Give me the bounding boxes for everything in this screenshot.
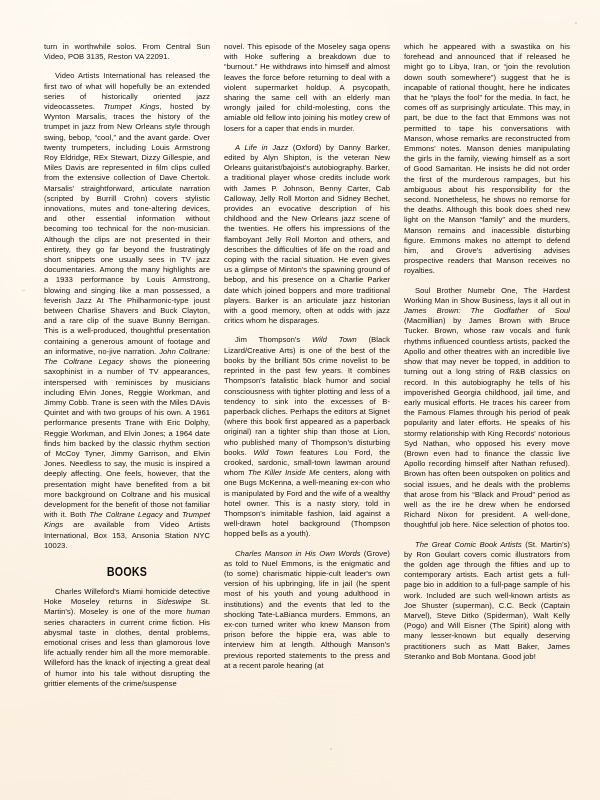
body-paragraph [44,42,210,62]
body-text: Soul Brother Numebr One, The Hardest Working Man in Show Business, lays it all out in [404,285,570,305]
body-paragraph [44,587,210,689]
body-text: , hosted by Wynton Marsalis, traces the history of the trumpet in jazz from New Orleans style through swing, bebop, “cool,” and the avant garde. Over twenty trumpeters, including Louis Armstrong Roy Eldridge, REx Stewart, Dizzy Gillespie, and Miles Davis are represented in film clips culled from the extensive collection of Dave Chertok. Marsalis' straightforward, articulate narration (scripted by Burrill Crohn) covers stylistic innovations, mutes and tone-altering devices, and other essential information without becoming too technical for the non-musician. Although the clips are not presented in their entirety, they go far beyond the frustratingly short snippets one usually sees in TV jazz documentaries. Among the many highlights are a 1933 performance by Louis Armstrong, blowing and singing like a man possessed, a feverish Jazz At The Philharmonic-type joust between Charlise Shavers and Buck Clayton, and a rare clip of the suave Bunny Berrigan. This is a well-produced, thoughtful presentation containing a generous amount of footage and an informative, no-jive narration. [44,102,210,356]
body-paragraph [404,42,570,277]
body-text: (Grove) as told to Nuel Emmons, is the enigmatic and (to some) charismatic hippie-cult leader's own version of his upbringing, life in jail (he spent most of his youth and young adulthood in institutions) and the events that led to the shocking Tate-LaBianca murders. Emmons, an ex-con turned writer who knew Manson from prison before the hippie era, was able to interview him at length. Although Manson's previous reported statements to the press and at a recent parole hearing (at [224,548,390,670]
body-paragraph [404,286,570,531]
title-italic: Wild Town [312,335,357,345]
title-italic: Trumpet Kings [44,510,210,530]
body-text: are available from Video Artists International, Box 153, Ansonia Station NYC 10023. [44,520,210,550]
title-italic: Trumpet Kings [103,102,160,112]
title-italic: James Brown: The Godfather of Soul [404,306,570,316]
three-column-layout [44,42,571,754]
body-text: Video Artists International has released the first two of what will hopefully be an extended series of historically oriented jazz videocassetes. [44,71,210,112]
body-paragraph [224,549,390,671]
body-paragraph [224,335,390,539]
body-text: Jim Thompson's [235,335,313,345]
body-text: shows the pioneering saxophinist in a number of TV appearances, interspersed with reminisces by musicians including Elvin Jones, Reggie Workman, and Jimmy Cobb. Trane is seen with the Miles DAvis Quintet and with two groups of his own. A 1961 performance presents Trane with Eric Dolphy, Reggie Workman, and Elvin Jones; a 1964 date finds him backed by the classic rhythm section of McCoy Tyner, Jimmy Garrison, and Elvin Jones. Needless to say, the music is inspired a deeply affecting. One feels, however, that the presentation might have benefited from a bit more background on Coltrane and his musical development for the benefit of those not familiar with it. Both [44,357,210,520]
title-italic: human [186,607,210,617]
body-paragraph [224,42,390,134]
title-italic: John Coltrane: The Coltrane Legacy [44,346,210,367]
body-paragraph [44,71,210,551]
body-text: which he appeared with a swastika on his forehead and announced that if released he might go to Libya, Iran, or “join the revolution down south somewhere”) suggest that he is incapable of rational thought, here he indicates that he “plays the fool” for the media. In fact, he comes off as surprisingly articulate. This may, in part, be due to the fact that Emmons was not permitted to tape his conversations with Manson, whose remarks are reconstructed from Emmons' notes. Manson denies manipulating the girls in the family, viewing himself as a sort of Good Samaritan. He insists he did not order the first of the murderous rampages, but his ambiguous about his responsibility for the second. Nonetheless, he shows no remorse for the deaths. Although this book does shed new light on the Manson “family” and the murders, Manson remains and inacessible disturbing figure. Emmons makes no attempt to defend him, and Grove's advertising advises prospective readers that Manson receives no royalties. [404,42,570,276]
body-text: and [162,510,182,520]
body-text: Charles Willeford's Miami homicide detective Hoke Moseley returns in [44,586,210,607]
body-text: centers, along with one Bugs McKenna, a well-meaning ex-con who is manipulated by Ford and the wife of a wealthy hotel owner. This is a nasty story, told in Thompson's inimitable fashion, laid against a well-drawn hotel background (Thompson hopped bells as a youth). [224,468,391,539]
body-text: features Lou Ford, the crooked, sardonic, small-town lawman around whom [224,447,390,478]
title-italic: Charles Manson in His Own Words [235,548,361,558]
title-italic: The Coltrane Legacy [89,510,163,520]
body-text: series characters in current crime fiction. His abysmal taste in clothes, dental problems, emotional crises and less than glamorous love life actually render him all the more memorable. Willeford has the knack of injecting a great deal of humor into his tale without disrupting the grittier elements of the crime/suspense [44,617,210,688]
body-text: (Oxford) by Danny Barker, edited by Alyn Shipton, is the veteran New Orleans guitarist/bajoist's autobiography. Barker, a traditional player whose credits include work with James P. Johnson, Benny Carter, Cab Calloway, Jelly Roll Morton and Sidney Bechet, provides an evocative description of his childhood and the New Orleans jazz scene of the twenties. He offers his impressions of the flamboyant Jelly Roll Morton and others, and describes the difficulties of life on the road and coping with the racial situation. He even gives us a glimpse of Minton's the spawning ground of bebop, and his presence on a Charlie Parker date which joined boppers and more traditional players. Barker is an articulate jazz historian with a good memory, often at odds with jazz critics whom he disparages. [224,142,390,326]
title-italic: A Life in Jazz [235,142,289,152]
body-paragraph [404,540,570,662]
body-text: novel. This episode of the Moseley saga opens with Hoke suffering a breakdown due to “burnout.” He withdraws into himself and almost leaves the force before returning to deal with a violent supermarket holdup. A psycopath, sharing the same cell with an elderly man wrongly jailed for child-molesting, cons the amiable old fellow into joining his motley crew of losers for a caper that ends in murder. [224,42,390,133]
scan-speck [575,22,577,24]
title-italic: The Killer Inside Me [247,468,320,478]
body-text: (St. Martin's) by Ron Goulart covers comic illustrators from the golden age through the fifties and up to contemporary artists. Each artist gets a full-page bio in addition to a full-page sample of his work. Included are such well-known artists as Joe Shuster (superman), C.C. Beck (Captain Marvel), Steve Ditko (Spiderman), Walt Kelly (Pogo) and Will Eisner (The Spirit) along with many lesser-known but equally deserving practitioners such as Matt Baker, James Steranko and Bob Montana. Good job! [404,539,571,661]
text-column-3 [404,42,570,754]
body-paragraph [224,143,390,327]
body-text: (Black Lizard/Creative Arts) is one of the best of the books by the brilliant 50s crime novelist to be reprinted in the past few years. It combines Thompson's fatalistic black humor and social consciousness with tighter plotting and less of a tendency to sink into the excesses of B-paperback cliches. Perhaps the editors at Signet (where this book first appeared as a paperback original) ran a tighter ship than those at Lion, who published many of Thompson's disturbing books. [224,335,390,457]
title-italic: Wild Town [253,447,294,457]
title-italic: Sideswipe [156,597,192,607]
title-italic: The Great Comic Book Artists [415,539,522,549]
body-text: turn in worthwhile solos. From Central Sun Video, POB 3135, Reston VA 22091. [44,42,210,62]
body-text: St. Martin's). Moseley is one of the more [44,597,210,617]
body-text: (Macmillian) by James Brown with Bruce Tucker. Brown, whose raw vocals and funk rhythms influenced countless artists, packed the Apollo and other theatres with an incredible live show that may never be topped, in addition to turning out a long string of R&B classics on record. In this autobiography he tells of his impoverished Georgia childhood, jail time, and early musical efforts. He traces his career from the Famous Flames through his period of peak popularity and later efforts. He speaks of his stormy relationship with King Records' notorious Syd Nathan, who opposed his every move (Brown even had to finance the classic live Apollo recording himself after Nathan refused). Brown has often been outspoken on politics and social issues, and he deals with the problems that arose from his “Black and Proud” period as well as the ire he drew when he endorsed Richard Nixon for president. A well-done, thoughtful job here. Nice selection of photos too. [404,316,570,530]
text-column-2 [224,42,390,754]
section-heading-books: BOOKS [106,563,148,579]
text-column-1 [44,42,210,754]
scan-speck [22,290,25,291]
